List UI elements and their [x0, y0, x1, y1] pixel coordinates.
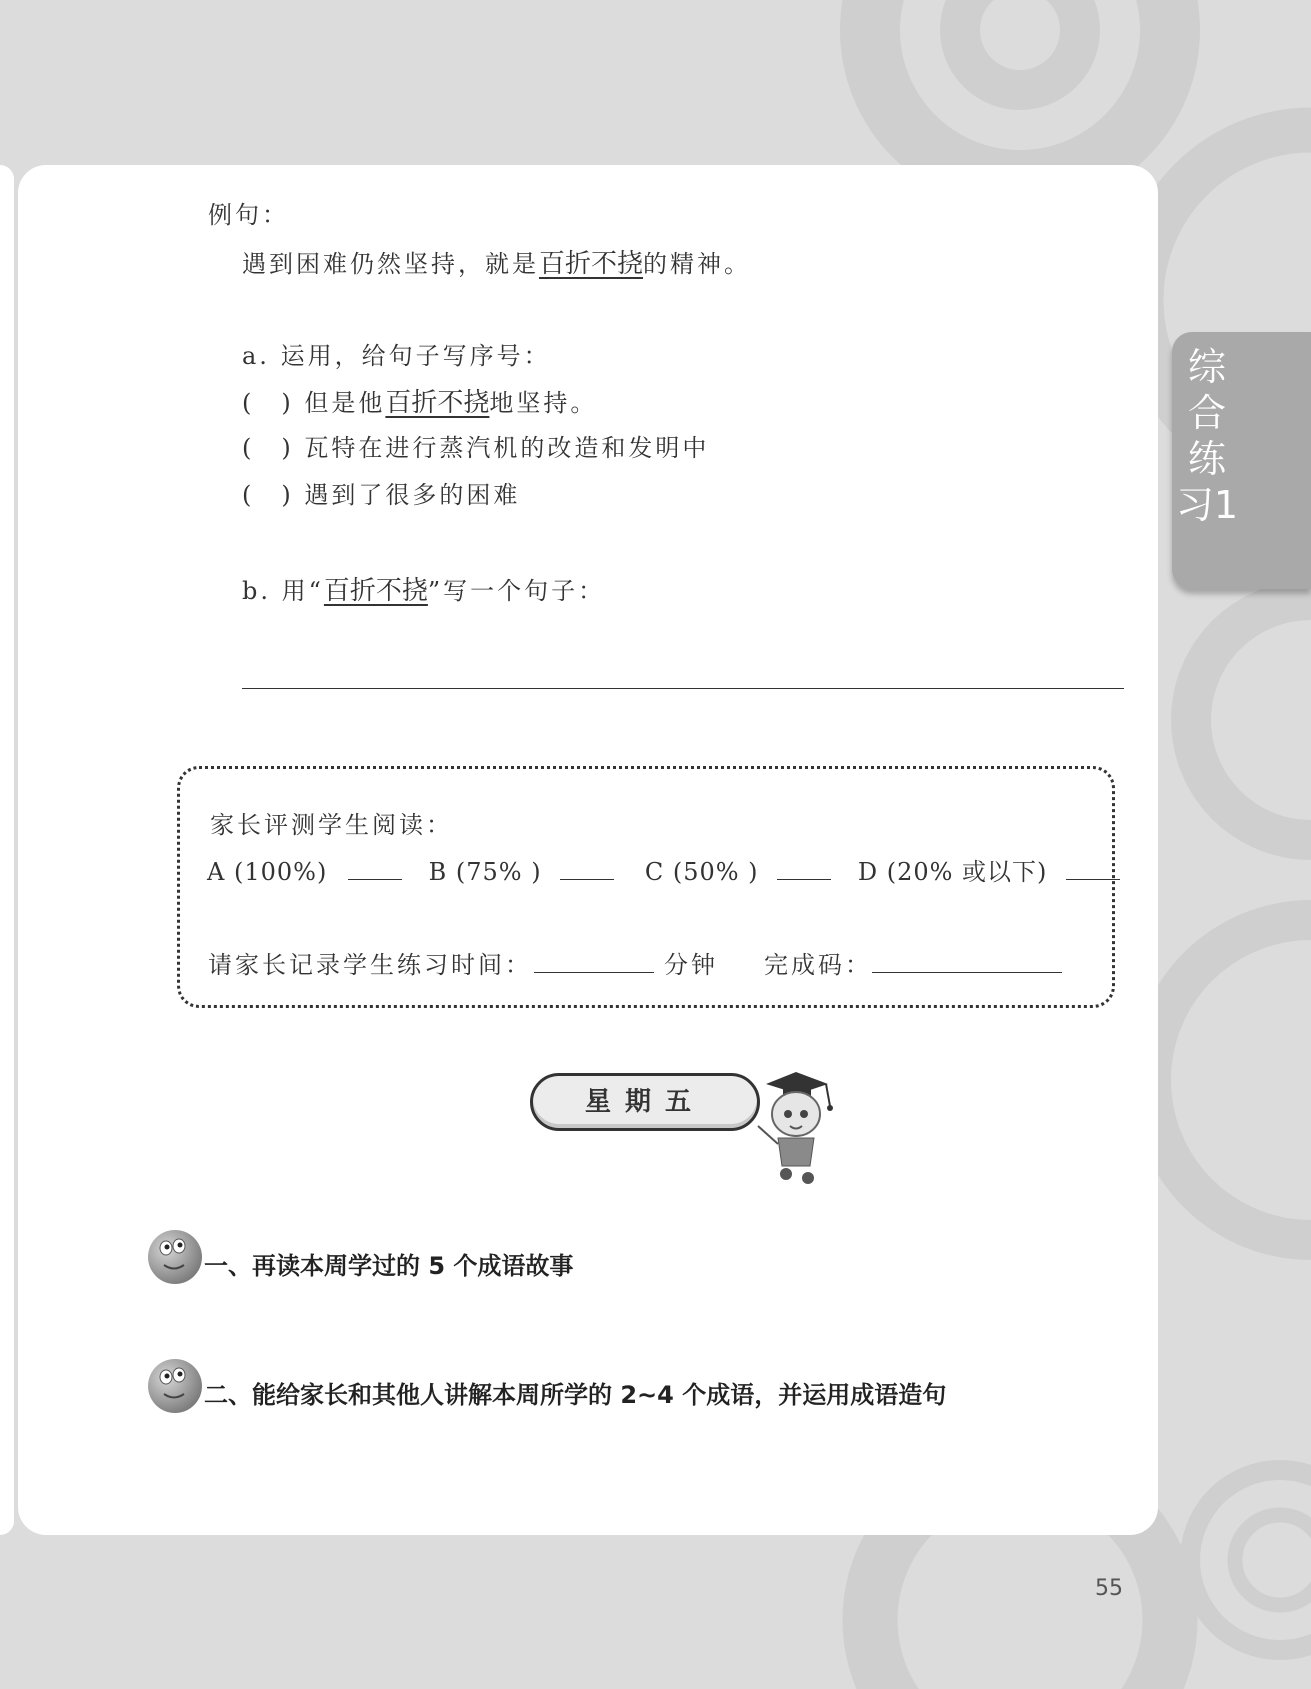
order-paren[interactable]: ( ) [242, 434, 294, 462]
part-b-idiom: 百折不挠 [323, 576, 428, 606]
day-banner: 星期五 [530, 1073, 760, 1131]
code-blank[interactable] [872, 952, 1062, 973]
mascot-icon [748, 1070, 838, 1185]
page-number: 55 [1095, 1576, 1123, 1601]
example-sentence [242, 243, 751, 280]
option-a-blank[interactable] [348, 859, 402, 880]
answer-line[interactable] [242, 688, 1124, 689]
smiley-icon [146, 1357, 204, 1415]
task-1: 一、再读本周学过的 5 个成语故事 [204, 1252, 574, 1280]
time-record-row [208, 945, 1062, 980]
example-idiom: 百折不挠 [539, 249, 644, 279]
option-c: C (50% ) [644, 858, 759, 886]
option-d: D (20% 或以下) [857, 858, 1048, 886]
order-item-3: ( ) 遇到了很多的困难 [242, 481, 521, 509]
option-c-blank[interactable] [777, 859, 831, 880]
part-b-prompt: b. 用“百折不挠”写一个句子： [242, 576, 606, 606]
part-a-prompt: a. 运用，给句子写序号： [242, 342, 551, 370]
example-label: 例句： [208, 201, 289, 229]
code-label: 完成码： [764, 951, 872, 979]
smiley-icon [146, 1228, 204, 1286]
time-label: 请家长记录学生练习时间： [208, 951, 532, 979]
example-text-after: 的精神。 [643, 250, 752, 278]
minutes-label: 分钟 [664, 951, 718, 979]
order-item-2: ( ) 瓦特在进行蒸汽机的改造和发明中 [242, 434, 710, 462]
example-text-before: 遇到困难仍然坚持，就是 [242, 250, 539, 278]
time-blank[interactable] [534, 952, 654, 973]
option-d-blank[interactable] [1066, 859, 1120, 880]
option-b-blank[interactable] [560, 859, 614, 880]
item-idiom: 百折不挠 [385, 388, 490, 418]
order-paren[interactable]: ( ) [242, 389, 294, 417]
order-paren[interactable]: ( ) [242, 481, 294, 509]
option-b: B (75% ) [428, 858, 542, 886]
order-item-1: ( ) 但是他百折不挠地坚持。 [242, 388, 598, 418]
option-a: A (100%) [207, 858, 328, 886]
evaluation-title: 家长评测学生阅读： [210, 811, 453, 839]
left-page-edge [0, 165, 14, 1535]
task-2: 二、能给家长和其他人讲解本周所学的 2~4 个成语，并运用成语造句 [204, 1381, 947, 1409]
evaluation-options [207, 852, 1120, 887]
section-tab-label: 综合练习1 [1175, 345, 1239, 527]
